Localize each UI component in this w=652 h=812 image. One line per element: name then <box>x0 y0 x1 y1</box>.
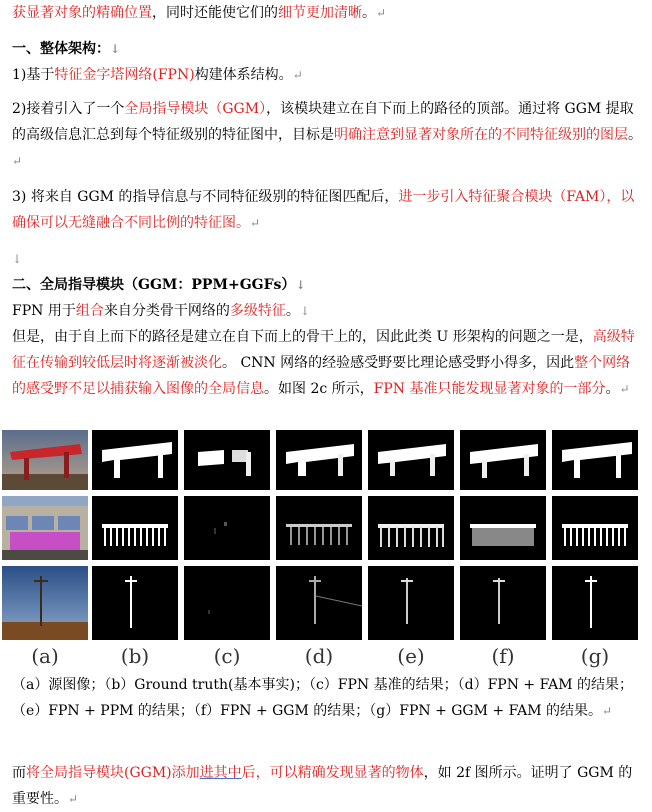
label-d: (d) <box>304 644 334 668</box>
s1p2-text-b: ，该模块建立在自下而上的路径的顶部。通过将 GGM 提取的高级信息汇总到每个特征级别的特征图中，目标是 <box>12 101 634 143</box>
blank-line <box>12 246 644 272</box>
final-text: 而 <box>12 765 26 781</box>
figure-caption <box>12 672 642 724</box>
label-e: (e) <box>397 644 425 668</box>
source-image-pole <box>2 566 88 640</box>
intro-red-text-2: 细节更加清晰 <box>278 5 362 21</box>
label-c: (c) <box>213 644 241 668</box>
fpn-fam-mask-billboard <box>276 430 362 490</box>
down-mark: ↓ <box>295 278 306 292</box>
s2p-red: 高级特征在传输到较低层时将逐渐被淡化 <box>12 329 635 371</box>
intro-end: 。 <box>362 5 376 21</box>
s1p3-text: 3) 将来自 GGM 的指导信息与不同特征级别的特征图匹配后， <box>12 189 399 205</box>
s1p1-text-b: 构建体系结构。 <box>194 67 293 83</box>
s2p-red-3: FPN 基准只能发现显著对象的一部分 <box>373 381 606 397</box>
caption-text: （a）源图像；（b）Ground truth(基本事实)；（c）FPN 基准的结果；（d）FPN + FAM 的结果；（e）FPN + PPM 的结果；（f）FPN + GGM 的结果；（g）FPN + GGM + FAM 的结果。 <box>12 677 634 719</box>
section2-title-text: 二、全局指导模块（GGM：PPM+GGFs） <box>12 277 296 293</box>
section1-para3 <box>12 184 644 236</box>
comparison-figure <box>2 430 638 670</box>
fpn-mask-billboard <box>184 430 270 490</box>
return-mark: ↵ <box>292 68 303 82</box>
label-a: (a) <box>31 644 59 668</box>
fpn-ppm-mask-billboard <box>368 430 454 490</box>
fpn-ggm-fam-mask-gate <box>552 496 638 560</box>
final-paragraph <box>12 760 642 812</box>
fpn-fam-mask-pole <box>276 566 362 640</box>
s2p-text-b: 。 CNN 网络的经验感受野要比理论感受野小得多，因此 <box>222 355 575 371</box>
fpn-ppm-mask-pole <box>368 566 454 640</box>
intro-line <box>12 0 644 26</box>
down-mark: ↓ <box>12 252 23 266</box>
return-mark: ↵ <box>12 154 23 168</box>
source-image-billboard <box>2 430 88 490</box>
intro-text: ，同时还能使它们的 <box>152 5 278 21</box>
final-red: 将全局指导模块(GGM)添加 <box>26 765 200 781</box>
return-mark: ↵ <box>68 792 79 806</box>
s2l1-red: 组合 <box>75 303 104 319</box>
source-image-gate <box>2 496 88 560</box>
s1p1-text: 1)基于 <box>12 67 55 83</box>
section1-title-text: 一、整体架构： <box>12 41 110 57</box>
s2p-end: 。 <box>605 381 620 397</box>
gt-mask-billboard <box>92 430 178 490</box>
fpn-ggm-fam-mask-billboard <box>552 430 638 490</box>
s2p-text-c: 。如图 2c 所示， <box>264 381 374 397</box>
s2l1-text: FPN 用于 <box>12 303 76 319</box>
fpn-mask-pole <box>184 566 270 640</box>
gt-mask-gate <box>92 496 178 560</box>
section1-para2 <box>12 96 644 174</box>
intro-red-text: 获显著对象的精确位置 <box>12 5 152 21</box>
fpn-fam-mask-gate <box>276 496 362 560</box>
s2l1-red-2: 多级特征 <box>229 303 286 319</box>
section1-title <box>12 36 644 62</box>
document-body <box>12 0 644 402</box>
return-mark: ↵ <box>601 704 613 718</box>
section2-para <box>12 324 644 402</box>
s1p2-red: 全局指导模块（GGM） <box>124 101 267 117</box>
s2l1-end: 。 <box>285 303 300 319</box>
final-text-b: ，如 2f 图所示。证明了 GGM 的重要性。 <box>12 765 633 807</box>
s1p2-red-2: 明确注意到显著对象所在的不同特征级别的图层 <box>334 127 628 143</box>
final-underlined: 进其中 <box>199 765 242 781</box>
fpn-mask-gate <box>184 496 270 560</box>
s2p-text: 但是，由于自上而下的路径是建立在自下而上的骨干上的，因此此类 U 形架构的问题之一是， <box>12 329 593 345</box>
return-mark: ↵ <box>619 382 630 396</box>
section2-title <box>12 272 644 298</box>
label-f: (f) <box>491 644 515 668</box>
section1-para1 <box>12 62 644 88</box>
fpn-ggm-fam-mask-pole <box>552 566 638 640</box>
s1p3-red: 进一步引入特征聚合模块（FAM），以确保可以无缝融合不同比例的特征图。 <box>12 189 635 231</box>
s1p2-end: 。 <box>628 127 642 143</box>
final-red-2: 后，可以精确发现显著的物体 <box>241 765 424 781</box>
fpn-ppm-mask-gate <box>368 496 454 560</box>
down-mark: ↓ <box>299 304 310 318</box>
s1p2-text: 2)接着引入了一个 <box>12 101 125 117</box>
fpn-ggm-mask-gate <box>460 496 546 560</box>
fpn-ggm-mask-pole <box>460 566 546 640</box>
s2l1-text-b: 来自分类骨干网络的 <box>103 303 230 319</box>
return-mark: ↵ <box>376 6 387 20</box>
label-b: (b) <box>120 644 150 668</box>
label-g: (g) <box>580 644 610 668</box>
down-mark: ↓ <box>110 42 121 56</box>
s2p-red-2: 整个网络的感受野不足以捕获输入图像的全局信息 <box>12 355 631 397</box>
fpn-ggm-mask-billboard <box>460 430 546 490</box>
gt-mask-pole <box>92 566 178 640</box>
s1p1-red: 特征金字塔网络(FPN) <box>54 67 195 83</box>
section2-line1 <box>12 298 644 324</box>
return-mark: ↵ <box>250 216 261 230</box>
